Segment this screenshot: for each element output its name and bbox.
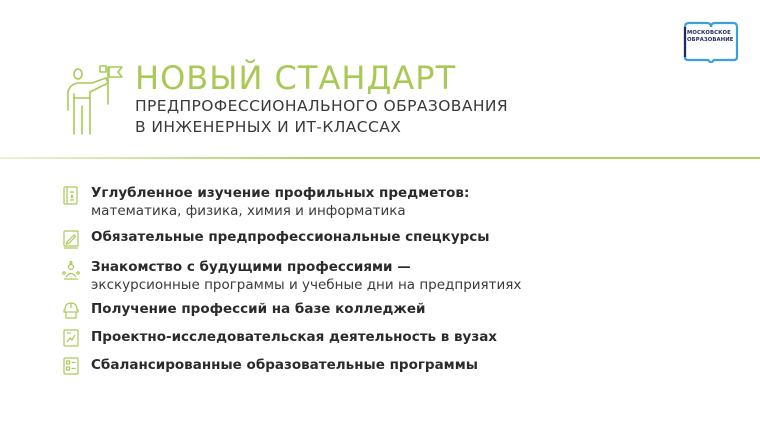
checklist-icon xyxy=(62,356,80,376)
logo-line-2: ОБРАЗОВАНИЕ xyxy=(687,37,734,43)
item-title: Углубленное изучение профильных предметов: xyxy=(91,185,470,201)
item-subtitle: математика, физика, химия и информатика xyxy=(91,203,406,219)
header-divider xyxy=(0,157,760,159)
item-title: Обязательные предпрофессиональные спецкурсы xyxy=(91,229,490,245)
logo-line-1: МОСКОВСКОЕ xyxy=(687,30,731,36)
item-subtitle: экскурсионные программы и учебные дни на предприятиях xyxy=(91,277,522,293)
item-title: Сбалансированные образовательные программы xyxy=(91,357,478,373)
helmet-icon xyxy=(62,300,80,320)
moscow-education-logo xyxy=(681,17,743,65)
item-title: Получение профессий на базе колледжей xyxy=(91,301,426,317)
person-flag-icon xyxy=(62,64,130,136)
notebook-pencil-icon xyxy=(62,229,80,249)
person-network-icon xyxy=(62,261,80,281)
page-subtitle xyxy=(135,96,508,138)
page-title: НОВЫЙ СТАНДАРТ xyxy=(135,59,457,97)
item-title: Проектно-исследовательская деятельность в вузах xyxy=(91,329,498,345)
item-title: Знакомство с будущими профессиями — xyxy=(91,259,411,275)
chart-document-icon xyxy=(62,328,80,348)
subtitle-line-1: ПРЕДПРОФЕССИОНАЛЬНОГО ОБРАЗОВАНИЯ xyxy=(135,97,509,115)
book-formula-icon xyxy=(62,186,80,206)
subtitle-line-2: В ИНЖЕНЕРНЫХ И ИТ-КЛАССАХ xyxy=(135,118,402,136)
